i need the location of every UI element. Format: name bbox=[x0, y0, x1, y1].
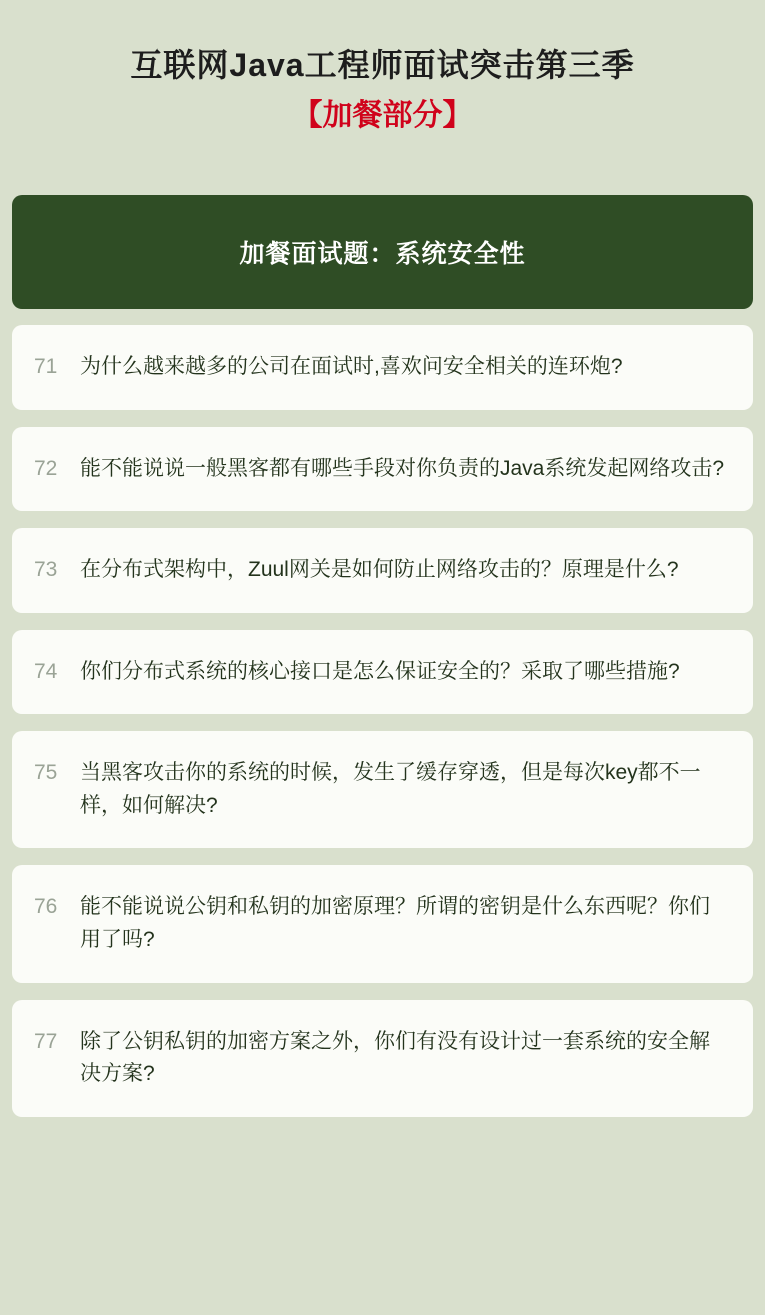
question-number: 74 bbox=[34, 659, 58, 683]
question-text: 在分布式架构中，Zuul网关是如何防止网络攻击的？原理是什么? bbox=[80, 558, 679, 582]
question-number: 72 bbox=[34, 456, 58, 480]
list-item[interactable] bbox=[12, 1000, 753, 1117]
question-number: 71 bbox=[34, 355, 58, 379]
question-text: 能不能说说一般黑客都有哪些手段对你负责的Java系统发起网络攻击? bbox=[80, 456, 725, 480]
section-banner-label: 加餐面试题：系统安全性 bbox=[239, 240, 526, 269]
list-item[interactable] bbox=[12, 865, 753, 982]
question-number: 73 bbox=[34, 558, 58, 582]
section-banner bbox=[12, 195, 753, 309]
question-text: 你们分布式系统的核心接口是怎么保证安全的？采取了哪些措施? bbox=[80, 659, 680, 683]
document-header bbox=[12, 0, 753, 151]
page-subtitle: 【加餐部分】 bbox=[292, 99, 473, 133]
list-item[interactable] bbox=[12, 630, 753, 715]
page-title: 互联网Java工程师面试突击第三季 bbox=[130, 47, 635, 83]
question-number: 77 bbox=[34, 1029, 58, 1053]
question-text: 除了公钥私钥的加密方案之外，你们有没有设计过一套系统的安全解决方案? bbox=[80, 1029, 710, 1086]
list-item[interactable] bbox=[12, 528, 753, 613]
question-text: 当黑客攻击你的系统的时候，发生了缓存穿透，但是每次key都不一样，如何解决? bbox=[80, 761, 701, 817]
question-list bbox=[12, 325, 753, 1116]
list-item[interactable] bbox=[12, 325, 753, 410]
question-number: 76 bbox=[34, 895, 58, 919]
list-item[interactable] bbox=[12, 731, 753, 848]
question-number: 75 bbox=[34, 761, 58, 785]
question-text: 能不能说说公钥和私钥的加密原理？所谓的密钥是什么东西呢？你们用了吗? bbox=[80, 895, 710, 952]
question-text: 为什么越来越多的公司在面试时,喜欢问安全相关的连环炮? bbox=[80, 355, 623, 379]
list-item[interactable] bbox=[12, 427, 753, 512]
